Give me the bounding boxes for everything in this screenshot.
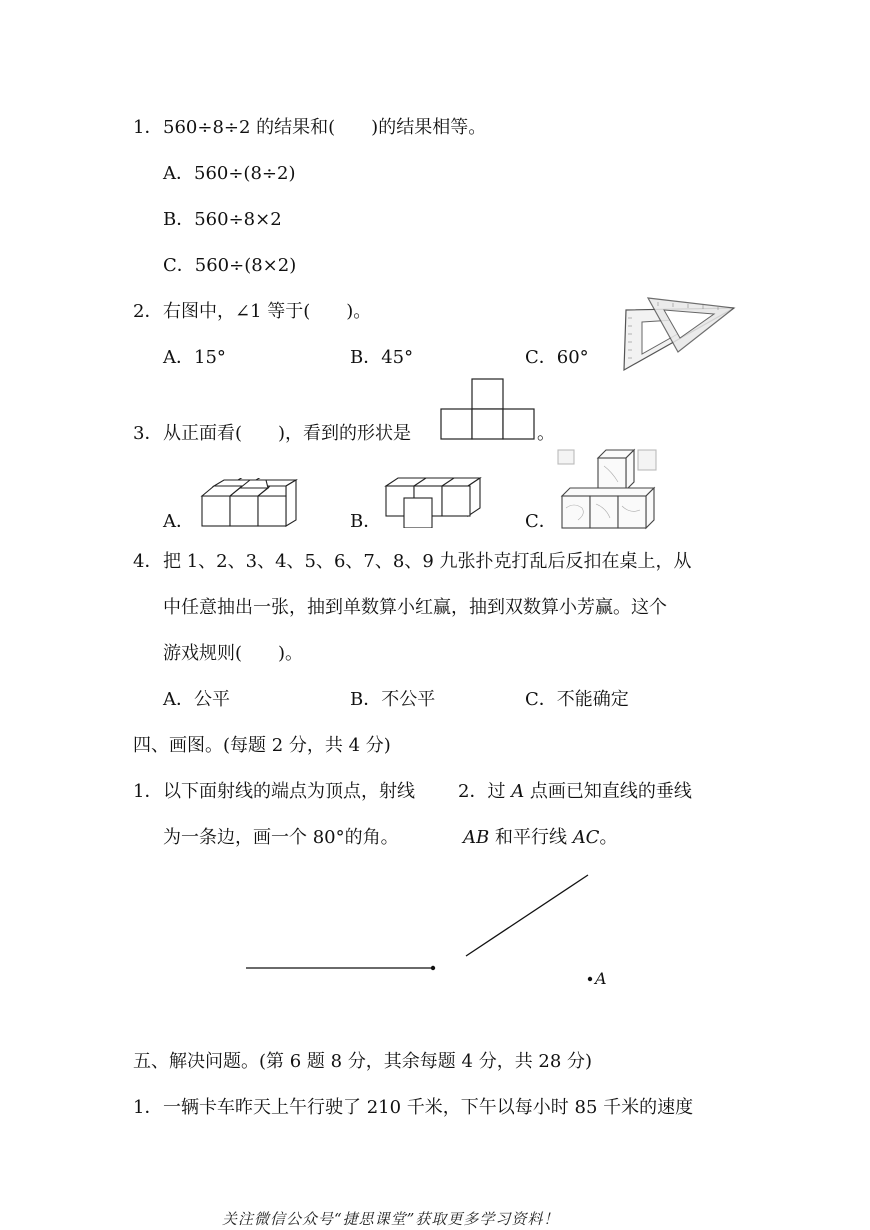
q4-number: 4． xyxy=(133,551,163,572)
s4-q2-line-1: 2．过 A 点画已知直线的垂线 xyxy=(458,781,692,802)
section4-title: 四、画图。(每题 2 分，共 4 分) xyxy=(133,735,391,756)
q4-option-a: A．公平 xyxy=(163,689,230,710)
q1-option-b: B．560÷8×2 xyxy=(163,209,282,230)
q3-option-c-cubes xyxy=(556,448,660,530)
line-ac-label: AC xyxy=(572,827,600,848)
q4-line-1: 把 1、2、3、4、5、6、7、8、9 九张扑克打乱后反扣在桌上，从 xyxy=(163,551,692,572)
triangle-rulers-figure xyxy=(618,292,738,374)
q3-option-c: C． xyxy=(525,511,557,532)
s4-q1-line-1: 以下面射线的端点为顶点，射线 xyxy=(163,781,415,802)
q2-option-a: A．15° xyxy=(163,347,226,368)
q3-text-after: 。 xyxy=(537,423,555,444)
q3-option-b: B． xyxy=(350,511,382,532)
q3-option-a: A． xyxy=(163,511,194,532)
s5-q1-number: 1． xyxy=(133,1097,163,1118)
q3-option-b-cubes xyxy=(384,476,484,528)
q3-option-a-cubes xyxy=(200,478,300,528)
q2-number: 2． xyxy=(133,301,163,322)
q2-option-b: B．45° xyxy=(350,347,414,368)
q4-option-c: C．不能确定 xyxy=(525,689,629,710)
given-line xyxy=(466,875,588,956)
s4-q2-line-2: AB 和平行线 AC。 xyxy=(463,827,618,848)
q2-text: 右图中，∠1 等于( )。 xyxy=(163,301,372,322)
footer-note: 关注微信公众号“捷思课堂”获取更多学习资料！ xyxy=(222,1210,560,1228)
ray-endpoint xyxy=(431,966,435,970)
point-a-text: A xyxy=(595,969,607,988)
q1-number: 1． xyxy=(133,117,163,138)
q2-option-c: C．60° xyxy=(525,347,589,368)
s5-q1-text: 一辆卡车昨天上午行驶了 210 千米，下午以每小时 85 千米的速度 xyxy=(163,1097,694,1118)
line-ab-label: AB xyxy=(463,827,490,848)
q4-line-2: 中任意抽出一张，抽到单数算小红赢，抽到双数算小芳赢。这个 xyxy=(163,597,667,618)
q4-option-b: B．不公平 xyxy=(350,689,436,710)
point-a-dot xyxy=(588,977,592,981)
drawing-area xyxy=(0,860,870,1000)
q3-number: 3． xyxy=(133,423,163,444)
front-view-shape xyxy=(440,378,536,440)
section5-title: 五、解决问题。(第 6 题 8 分，其余每题 4 分，共 28 分) xyxy=(133,1051,593,1072)
s4-q1-line-2: 为一条边，画一个 80°的角。 xyxy=(163,827,399,848)
point-a-label: A xyxy=(511,781,525,802)
q4-line-3: 游戏规则( )。 xyxy=(163,643,304,664)
q1-option-c: C．560÷(8×2) xyxy=(163,255,297,276)
q1-option-a: A．560÷(8÷2) xyxy=(163,163,296,184)
s4-q1-number: 1． xyxy=(133,781,163,802)
q1-text: 560÷8÷2 的结果和( )的结果相等。 xyxy=(163,117,487,138)
q3-text-before: 从正面看( )，看到的形状是 xyxy=(163,423,412,444)
